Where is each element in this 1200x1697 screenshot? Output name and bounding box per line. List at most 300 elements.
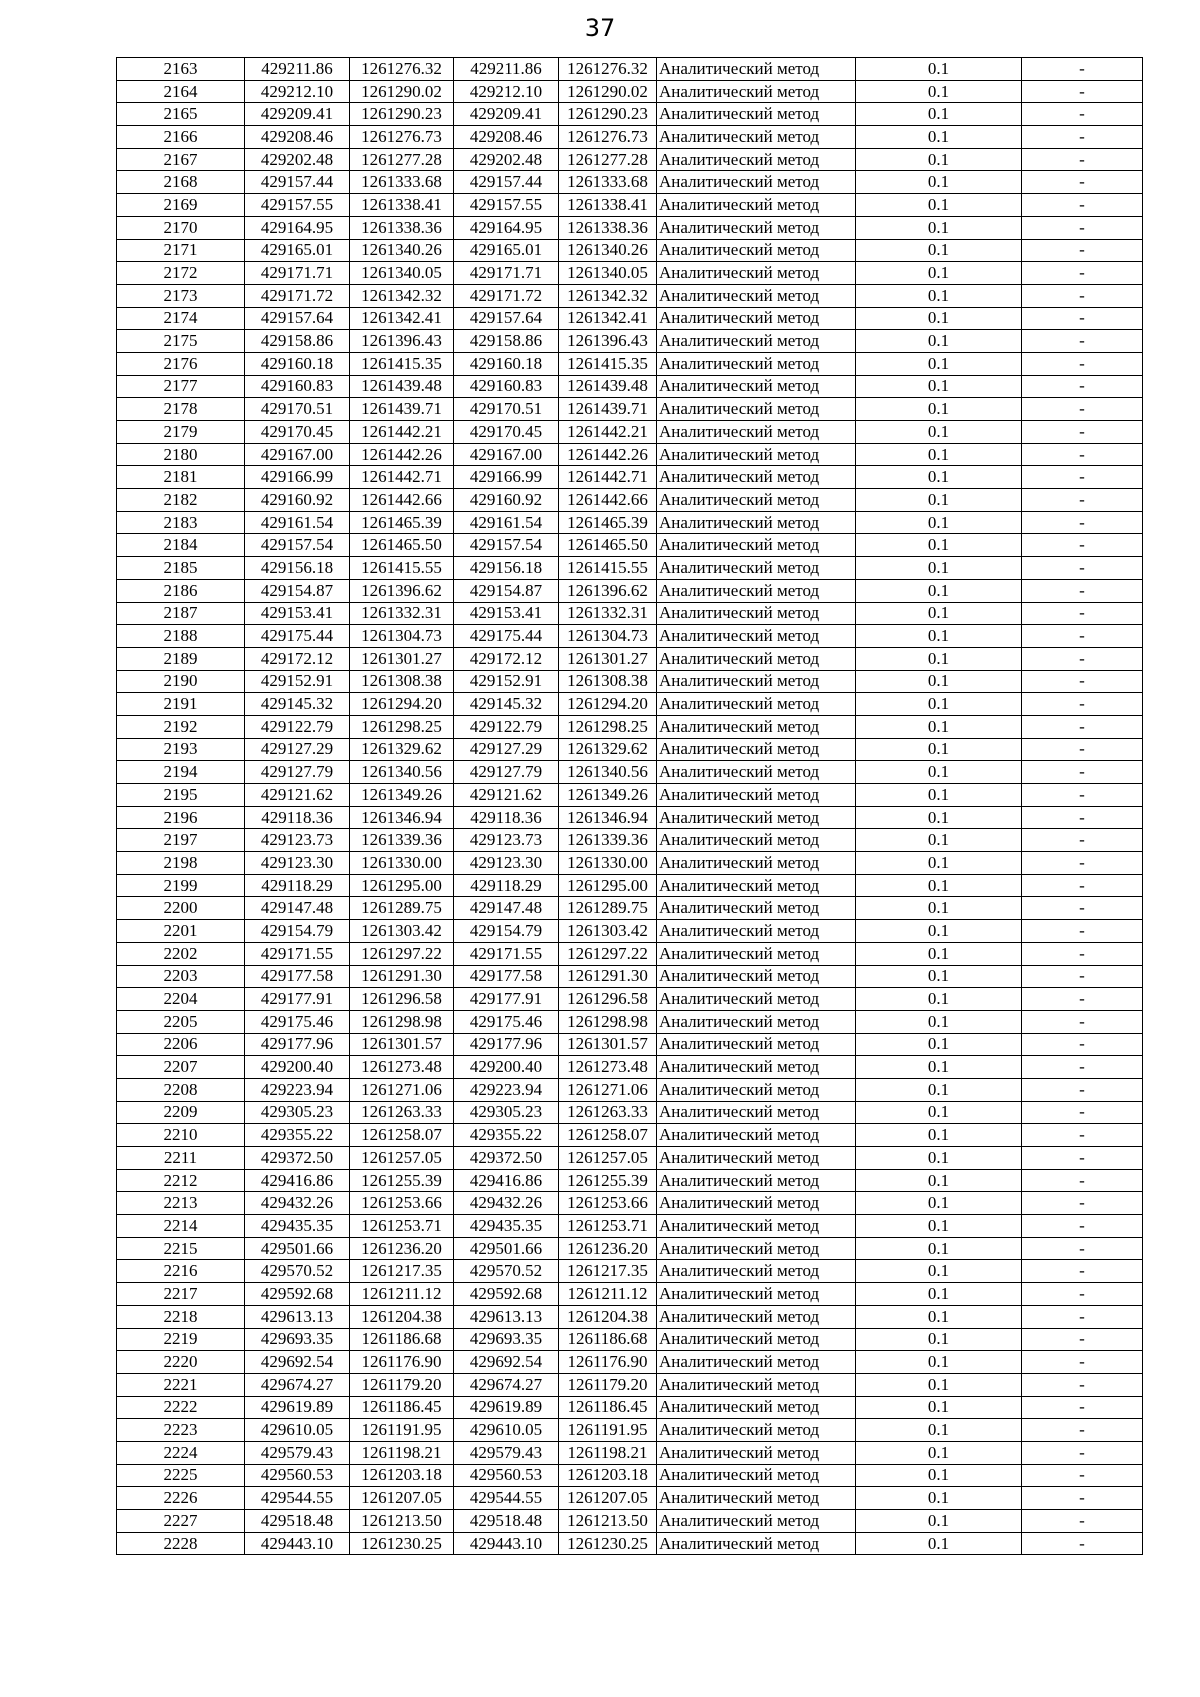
y-new-cell: 1261296.58 bbox=[559, 988, 657, 1011]
y-old-cell: 1261186.45 bbox=[350, 1396, 454, 1419]
method-cell: Аналитический метод bbox=[657, 1419, 856, 1442]
x-old-cell: 429157.64 bbox=[245, 307, 350, 330]
y-new-cell: 1261329.62 bbox=[559, 738, 657, 761]
accuracy-cell: 0.1 bbox=[856, 58, 1022, 81]
note-cell: - bbox=[1022, 784, 1143, 807]
method-cell: Аналитический метод bbox=[657, 1078, 856, 1101]
accuracy-cell: 0.1 bbox=[856, 511, 1022, 534]
y-new-cell: 1261258.07 bbox=[559, 1124, 657, 1147]
y-old-cell: 1261236.20 bbox=[350, 1237, 454, 1260]
note-cell: - bbox=[1022, 1260, 1143, 1283]
x-new-cell: 429579.43 bbox=[454, 1441, 559, 1464]
y-new-cell: 1261230.25 bbox=[559, 1532, 657, 1555]
y-old-cell: 1261289.75 bbox=[350, 897, 454, 920]
x-old-cell: 429157.55 bbox=[245, 194, 350, 217]
accuracy-cell: 0.1 bbox=[856, 1396, 1022, 1419]
y-new-cell: 1261253.66 bbox=[559, 1192, 657, 1215]
y-old-cell: 1261186.68 bbox=[350, 1328, 454, 1351]
table-row bbox=[117, 352, 1143, 375]
x-old-cell: 429613.13 bbox=[245, 1305, 350, 1328]
note-cell: - bbox=[1022, 965, 1143, 988]
table-row bbox=[117, 670, 1143, 693]
y-new-cell: 1261276.73 bbox=[559, 126, 657, 149]
x-new-cell: 429118.29 bbox=[454, 874, 559, 897]
x-old-cell: 429223.94 bbox=[245, 1078, 350, 1101]
y-new-cell: 1261255.39 bbox=[559, 1169, 657, 1192]
y-new-cell: 1261294.20 bbox=[559, 693, 657, 716]
y-new-cell: 1261257.05 bbox=[559, 1147, 657, 1170]
method-cell: Аналитический метод bbox=[657, 1305, 856, 1328]
table-row bbox=[117, 1078, 1143, 1101]
y-new-cell: 1261276.32 bbox=[559, 58, 657, 81]
accuracy-cell: 0.1 bbox=[856, 829, 1022, 852]
y-old-cell: 1261203.18 bbox=[350, 1464, 454, 1487]
table-row bbox=[117, 625, 1143, 648]
y-old-cell: 1261340.26 bbox=[350, 239, 454, 262]
accuracy-cell: 0.1 bbox=[856, 715, 1022, 738]
note-cell: - bbox=[1022, 897, 1143, 920]
x-old-cell: 429147.48 bbox=[245, 897, 350, 920]
point-number-cell: 2179 bbox=[117, 421, 245, 444]
point-number-cell: 2181 bbox=[117, 466, 245, 489]
method-cell: Аналитический метод bbox=[657, 1396, 856, 1419]
y-new-cell: 1261289.75 bbox=[559, 897, 657, 920]
accuracy-cell: 0.1 bbox=[856, 239, 1022, 262]
y-old-cell: 1261257.05 bbox=[350, 1147, 454, 1170]
note-cell: - bbox=[1022, 715, 1143, 738]
x-new-cell: 429121.62 bbox=[454, 784, 559, 807]
method-cell: Аналитический метод bbox=[657, 307, 856, 330]
x-new-cell: 429145.32 bbox=[454, 693, 559, 716]
x-new-cell: 429167.00 bbox=[454, 443, 559, 466]
method-cell: Аналитический метод bbox=[657, 784, 856, 807]
note-cell: - bbox=[1022, 1464, 1143, 1487]
x-old-cell: 429121.62 bbox=[245, 784, 350, 807]
y-old-cell: 1261465.39 bbox=[350, 511, 454, 534]
x-new-cell: 429157.44 bbox=[454, 171, 559, 194]
accuracy-cell: 0.1 bbox=[856, 897, 1022, 920]
x-new-cell: 429147.48 bbox=[454, 897, 559, 920]
accuracy-cell: 0.1 bbox=[856, 1169, 1022, 1192]
y-old-cell: 1261230.25 bbox=[350, 1532, 454, 1555]
note-cell: - bbox=[1022, 761, 1143, 784]
x-new-cell: 429693.35 bbox=[454, 1328, 559, 1351]
y-new-cell: 1261298.98 bbox=[559, 1010, 657, 1033]
x-old-cell: 429501.66 bbox=[245, 1237, 350, 1260]
y-new-cell: 1261211.12 bbox=[559, 1283, 657, 1306]
method-cell: Аналитический метод bbox=[657, 715, 856, 738]
x-old-cell: 429153.41 bbox=[245, 602, 350, 625]
y-old-cell: 1261396.43 bbox=[350, 330, 454, 353]
point-number-cell: 2213 bbox=[117, 1192, 245, 1215]
y-old-cell: 1261258.07 bbox=[350, 1124, 454, 1147]
point-number-cell: 2224 bbox=[117, 1441, 245, 1464]
method-cell: Аналитический метод bbox=[657, 1169, 856, 1192]
y-new-cell: 1261295.00 bbox=[559, 874, 657, 897]
y-old-cell: 1261276.32 bbox=[350, 58, 454, 81]
point-number-cell: 2190 bbox=[117, 670, 245, 693]
accuracy-cell: 0.1 bbox=[856, 375, 1022, 398]
note-cell: - bbox=[1022, 1237, 1143, 1260]
note-cell: - bbox=[1022, 1147, 1143, 1170]
point-number-cell: 2192 bbox=[117, 715, 245, 738]
y-new-cell: 1261346.94 bbox=[559, 806, 657, 829]
y-new-cell: 1261253.71 bbox=[559, 1215, 657, 1238]
y-new-cell: 1261340.26 bbox=[559, 239, 657, 262]
method-cell: Аналитический метод bbox=[657, 738, 856, 761]
method-cell: Аналитический метод bbox=[657, 1192, 856, 1215]
method-cell: Аналитический метод bbox=[657, 1464, 856, 1487]
y-new-cell: 1261396.43 bbox=[559, 330, 657, 353]
point-number-cell: 2189 bbox=[117, 647, 245, 670]
note-cell: - bbox=[1022, 1351, 1143, 1374]
x-new-cell: 429212.10 bbox=[454, 80, 559, 103]
y-new-cell: 1261439.48 bbox=[559, 375, 657, 398]
accuracy-cell: 0.1 bbox=[856, 307, 1022, 330]
table-row bbox=[117, 1169, 1143, 1192]
x-new-cell: 429172.12 bbox=[454, 647, 559, 670]
x-old-cell: 429145.32 bbox=[245, 693, 350, 716]
method-cell: Аналитический метод bbox=[657, 489, 856, 512]
y-new-cell: 1261338.41 bbox=[559, 194, 657, 217]
y-new-cell: 1261263.33 bbox=[559, 1101, 657, 1124]
table-row bbox=[117, 1305, 1143, 1328]
x-new-cell: 429123.73 bbox=[454, 829, 559, 852]
point-number-cell: 2170 bbox=[117, 216, 245, 239]
note-cell: - bbox=[1022, 852, 1143, 875]
table-row bbox=[117, 693, 1143, 716]
accuracy-cell: 0.1 bbox=[856, 920, 1022, 943]
point-number-cell: 2177 bbox=[117, 375, 245, 398]
x-old-cell: 429432.26 bbox=[245, 1192, 350, 1215]
y-old-cell: 1261295.00 bbox=[350, 874, 454, 897]
table-row bbox=[117, 647, 1143, 670]
point-number-cell: 2165 bbox=[117, 103, 245, 126]
point-number-cell: 2200 bbox=[117, 897, 245, 920]
y-old-cell: 1261191.95 bbox=[350, 1419, 454, 1442]
method-cell: Аналитический метод bbox=[657, 1373, 856, 1396]
table-row bbox=[117, 1010, 1143, 1033]
accuracy-cell: 0.1 bbox=[856, 693, 1022, 716]
note-cell: - bbox=[1022, 443, 1143, 466]
note-cell: - bbox=[1022, 466, 1143, 489]
y-new-cell: 1261204.38 bbox=[559, 1305, 657, 1328]
y-old-cell: 1261217.35 bbox=[350, 1260, 454, 1283]
point-number-cell: 2201 bbox=[117, 920, 245, 943]
x-old-cell: 429544.55 bbox=[245, 1487, 350, 1510]
method-cell: Аналитический метод bbox=[657, 534, 856, 557]
x-new-cell: 429118.36 bbox=[454, 806, 559, 829]
note-cell: - bbox=[1022, 670, 1143, 693]
x-old-cell: 429560.53 bbox=[245, 1464, 350, 1487]
table-row bbox=[117, 579, 1143, 602]
x-old-cell: 429208.46 bbox=[245, 126, 350, 149]
x-old-cell: 429170.45 bbox=[245, 421, 350, 444]
note-cell: - bbox=[1022, 1283, 1143, 1306]
x-new-cell: 429154.87 bbox=[454, 579, 559, 602]
x-new-cell: 429305.23 bbox=[454, 1101, 559, 1124]
note-cell: - bbox=[1022, 1033, 1143, 1056]
method-cell: Аналитический метод bbox=[657, 398, 856, 421]
x-new-cell: 429416.86 bbox=[454, 1169, 559, 1192]
y-new-cell: 1261439.71 bbox=[559, 398, 657, 421]
y-old-cell: 1261442.26 bbox=[350, 443, 454, 466]
method-cell: Аналитический метод bbox=[657, 920, 856, 943]
table-row bbox=[117, 443, 1143, 466]
accuracy-cell: 0.1 bbox=[856, 1464, 1022, 1487]
x-new-cell: 429610.05 bbox=[454, 1419, 559, 1442]
note-cell: - bbox=[1022, 126, 1143, 149]
method-cell: Аналитический метод bbox=[657, 1010, 856, 1033]
method-cell: Аналитический метод bbox=[657, 239, 856, 262]
table-row bbox=[117, 534, 1143, 557]
y-new-cell: 1261339.36 bbox=[559, 829, 657, 852]
x-new-cell: 429170.51 bbox=[454, 398, 559, 421]
table-row bbox=[117, 307, 1143, 330]
y-new-cell: 1261340.05 bbox=[559, 262, 657, 285]
accuracy-cell: 0.1 bbox=[856, 1237, 1022, 1260]
x-old-cell: 429123.73 bbox=[245, 829, 350, 852]
table-row bbox=[117, 1510, 1143, 1533]
table-row bbox=[117, 330, 1143, 353]
table-row bbox=[117, 398, 1143, 421]
table-row bbox=[117, 1396, 1143, 1419]
x-new-cell: 429164.95 bbox=[454, 216, 559, 239]
y-old-cell: 1261330.00 bbox=[350, 852, 454, 875]
note-cell: - bbox=[1022, 1124, 1143, 1147]
method-cell: Аналитический метод bbox=[657, 1056, 856, 1079]
x-old-cell: 429579.43 bbox=[245, 1441, 350, 1464]
accuracy-cell: 0.1 bbox=[856, 216, 1022, 239]
accuracy-cell: 0.1 bbox=[856, 965, 1022, 988]
table-row bbox=[117, 557, 1143, 580]
y-old-cell: 1261396.62 bbox=[350, 579, 454, 602]
y-new-cell: 1261396.62 bbox=[559, 579, 657, 602]
note-cell: - bbox=[1022, 330, 1143, 353]
accuracy-cell: 0.1 bbox=[856, 443, 1022, 466]
accuracy-cell: 0.1 bbox=[856, 1487, 1022, 1510]
accuracy-cell: 0.1 bbox=[856, 1147, 1022, 1170]
x-new-cell: 429171.72 bbox=[454, 284, 559, 307]
note-cell: - bbox=[1022, 534, 1143, 557]
note-cell: - bbox=[1022, 693, 1143, 716]
note-cell: - bbox=[1022, 284, 1143, 307]
x-new-cell: 429175.44 bbox=[454, 625, 559, 648]
y-old-cell: 1261198.21 bbox=[350, 1441, 454, 1464]
x-old-cell: 429167.00 bbox=[245, 443, 350, 466]
method-cell: Аналитический метод bbox=[657, 511, 856, 534]
x-new-cell: 429544.55 bbox=[454, 1487, 559, 1510]
table-row bbox=[117, 761, 1143, 784]
y-old-cell: 1261346.94 bbox=[350, 806, 454, 829]
y-old-cell: 1261211.12 bbox=[350, 1283, 454, 1306]
table-row bbox=[117, 874, 1143, 897]
x-new-cell: 429202.48 bbox=[454, 148, 559, 171]
method-cell: Аналитический метод bbox=[657, 806, 856, 829]
y-old-cell: 1261340.56 bbox=[350, 761, 454, 784]
point-number-cell: 2166 bbox=[117, 126, 245, 149]
method-cell: Аналитический метод bbox=[657, 466, 856, 489]
y-old-cell: 1261342.32 bbox=[350, 284, 454, 307]
y-new-cell: 1261271.06 bbox=[559, 1078, 657, 1101]
y-old-cell: 1261253.71 bbox=[350, 1215, 454, 1238]
x-new-cell: 429127.29 bbox=[454, 738, 559, 761]
point-number-cell: 2221 bbox=[117, 1373, 245, 1396]
point-number-cell: 2185 bbox=[117, 557, 245, 580]
y-old-cell: 1261333.68 bbox=[350, 171, 454, 194]
table-row bbox=[117, 103, 1143, 126]
point-number-cell: 2187 bbox=[117, 602, 245, 625]
method-cell: Аналитический метод bbox=[657, 852, 856, 875]
y-old-cell: 1261439.71 bbox=[350, 398, 454, 421]
y-new-cell: 1261338.36 bbox=[559, 216, 657, 239]
point-number-cell: 2195 bbox=[117, 784, 245, 807]
note-cell: - bbox=[1022, 489, 1143, 512]
y-new-cell: 1261442.26 bbox=[559, 443, 657, 466]
y-new-cell: 1261291.30 bbox=[559, 965, 657, 988]
y-old-cell: 1261304.73 bbox=[350, 625, 454, 648]
table-row bbox=[117, 171, 1143, 194]
x-old-cell: 429172.12 bbox=[245, 647, 350, 670]
table-row bbox=[117, 1237, 1143, 1260]
y-old-cell: 1261303.42 bbox=[350, 920, 454, 943]
y-new-cell: 1261465.50 bbox=[559, 534, 657, 557]
y-old-cell: 1261204.38 bbox=[350, 1305, 454, 1328]
accuracy-cell: 0.1 bbox=[856, 330, 1022, 353]
x-new-cell: 429158.86 bbox=[454, 330, 559, 353]
y-new-cell: 1261332.31 bbox=[559, 602, 657, 625]
table-row bbox=[117, 920, 1143, 943]
point-number-cell: 2203 bbox=[117, 965, 245, 988]
point-number-cell: 2212 bbox=[117, 1169, 245, 1192]
x-old-cell: 429127.79 bbox=[245, 761, 350, 784]
table-row bbox=[117, 1147, 1143, 1170]
table-row bbox=[117, 1033, 1143, 1056]
y-new-cell: 1261415.35 bbox=[559, 352, 657, 375]
x-new-cell: 429171.55 bbox=[454, 942, 559, 965]
method-cell: Аналитический метод bbox=[657, 421, 856, 444]
note-cell: - bbox=[1022, 262, 1143, 285]
accuracy-cell: 0.1 bbox=[856, 647, 1022, 670]
method-cell: Аналитический метод bbox=[657, 58, 856, 81]
y-old-cell: 1261342.41 bbox=[350, 307, 454, 330]
x-new-cell: 429177.91 bbox=[454, 988, 559, 1011]
accuracy-cell: 0.1 bbox=[856, 874, 1022, 897]
x-new-cell: 429156.18 bbox=[454, 557, 559, 580]
accuracy-cell: 0.1 bbox=[856, 738, 1022, 761]
y-new-cell: 1261191.95 bbox=[559, 1419, 657, 1442]
y-new-cell: 1261179.20 bbox=[559, 1373, 657, 1396]
point-number-cell: 2216 bbox=[117, 1260, 245, 1283]
y-old-cell: 1261276.73 bbox=[350, 126, 454, 149]
x-old-cell: 429157.44 bbox=[245, 171, 350, 194]
y-old-cell: 1261442.66 bbox=[350, 489, 454, 512]
table-row bbox=[117, 1283, 1143, 1306]
y-new-cell: 1261277.28 bbox=[559, 148, 657, 171]
x-new-cell: 429157.54 bbox=[454, 534, 559, 557]
point-number-cell: 2225 bbox=[117, 1464, 245, 1487]
y-new-cell: 1261273.48 bbox=[559, 1056, 657, 1079]
point-number-cell: 2169 bbox=[117, 194, 245, 217]
table-row bbox=[117, 216, 1143, 239]
point-number-cell: 2184 bbox=[117, 534, 245, 557]
accuracy-cell: 0.1 bbox=[856, 557, 1022, 580]
method-cell: Аналитический метод bbox=[657, 1532, 856, 1555]
accuracy-cell: 0.1 bbox=[856, 579, 1022, 602]
table-body bbox=[117, 58, 1143, 1555]
point-number-cell: 2175 bbox=[117, 330, 245, 353]
note-cell: - bbox=[1022, 1010, 1143, 1033]
method-cell: Аналитический метод bbox=[657, 942, 856, 965]
x-new-cell: 429157.55 bbox=[454, 194, 559, 217]
point-number-cell: 2173 bbox=[117, 284, 245, 307]
point-number-cell: 2208 bbox=[117, 1078, 245, 1101]
y-old-cell: 1261329.62 bbox=[350, 738, 454, 761]
note-cell: - bbox=[1022, 625, 1143, 648]
y-new-cell: 1261333.68 bbox=[559, 171, 657, 194]
y-new-cell: 1261236.20 bbox=[559, 1237, 657, 1260]
y-new-cell: 1261465.39 bbox=[559, 511, 657, 534]
point-number-cell: 2211 bbox=[117, 1147, 245, 1170]
y-new-cell: 1261198.21 bbox=[559, 1441, 657, 1464]
note-cell: - bbox=[1022, 942, 1143, 965]
y-new-cell: 1261304.73 bbox=[559, 625, 657, 648]
y-old-cell: 1261340.05 bbox=[350, 262, 454, 285]
x-new-cell: 429372.50 bbox=[454, 1147, 559, 1170]
point-number-cell: 2197 bbox=[117, 829, 245, 852]
table-row bbox=[117, 852, 1143, 875]
accuracy-cell: 0.1 bbox=[856, 103, 1022, 126]
x-new-cell: 429592.68 bbox=[454, 1283, 559, 1306]
x-new-cell: 429613.13 bbox=[454, 1305, 559, 1328]
table-row bbox=[117, 1373, 1143, 1396]
accuracy-cell: 0.1 bbox=[856, 806, 1022, 829]
accuracy-cell: 0.1 bbox=[856, 852, 1022, 875]
accuracy-cell: 0.1 bbox=[856, 1441, 1022, 1464]
accuracy-cell: 0.1 bbox=[856, 489, 1022, 512]
point-number-cell: 2194 bbox=[117, 761, 245, 784]
y-old-cell: 1261207.05 bbox=[350, 1487, 454, 1510]
point-number-cell: 2210 bbox=[117, 1124, 245, 1147]
note-cell: - bbox=[1022, 1305, 1143, 1328]
method-cell: Аналитический метод bbox=[657, 352, 856, 375]
y-old-cell: 1261442.71 bbox=[350, 466, 454, 489]
x-old-cell: 429619.89 bbox=[245, 1396, 350, 1419]
note-cell: - bbox=[1022, 1192, 1143, 1215]
x-new-cell: 429443.10 bbox=[454, 1532, 559, 1555]
x-old-cell: 429610.05 bbox=[245, 1419, 350, 1442]
table-row bbox=[117, 126, 1143, 149]
table-row bbox=[117, 194, 1143, 217]
note-cell: - bbox=[1022, 1373, 1143, 1396]
y-old-cell: 1261253.66 bbox=[350, 1192, 454, 1215]
note-cell: - bbox=[1022, 738, 1143, 761]
x-old-cell: 429175.44 bbox=[245, 625, 350, 648]
accuracy-cell: 0.1 bbox=[856, 352, 1022, 375]
method-cell: Аналитический метод bbox=[657, 965, 856, 988]
y-new-cell: 1261342.32 bbox=[559, 284, 657, 307]
y-old-cell: 1261339.36 bbox=[350, 829, 454, 852]
table-row bbox=[117, 239, 1143, 262]
accuracy-cell: 0.1 bbox=[856, 625, 1022, 648]
method-cell: Аналитический метод bbox=[657, 1487, 856, 1510]
table-row bbox=[117, 829, 1143, 852]
x-old-cell: 429118.36 bbox=[245, 806, 350, 829]
method-cell: Аналитический метод bbox=[657, 1351, 856, 1374]
method-cell: Аналитический метод bbox=[657, 829, 856, 852]
accuracy-cell: 0.1 bbox=[856, 126, 1022, 149]
x-new-cell: 429170.45 bbox=[454, 421, 559, 444]
